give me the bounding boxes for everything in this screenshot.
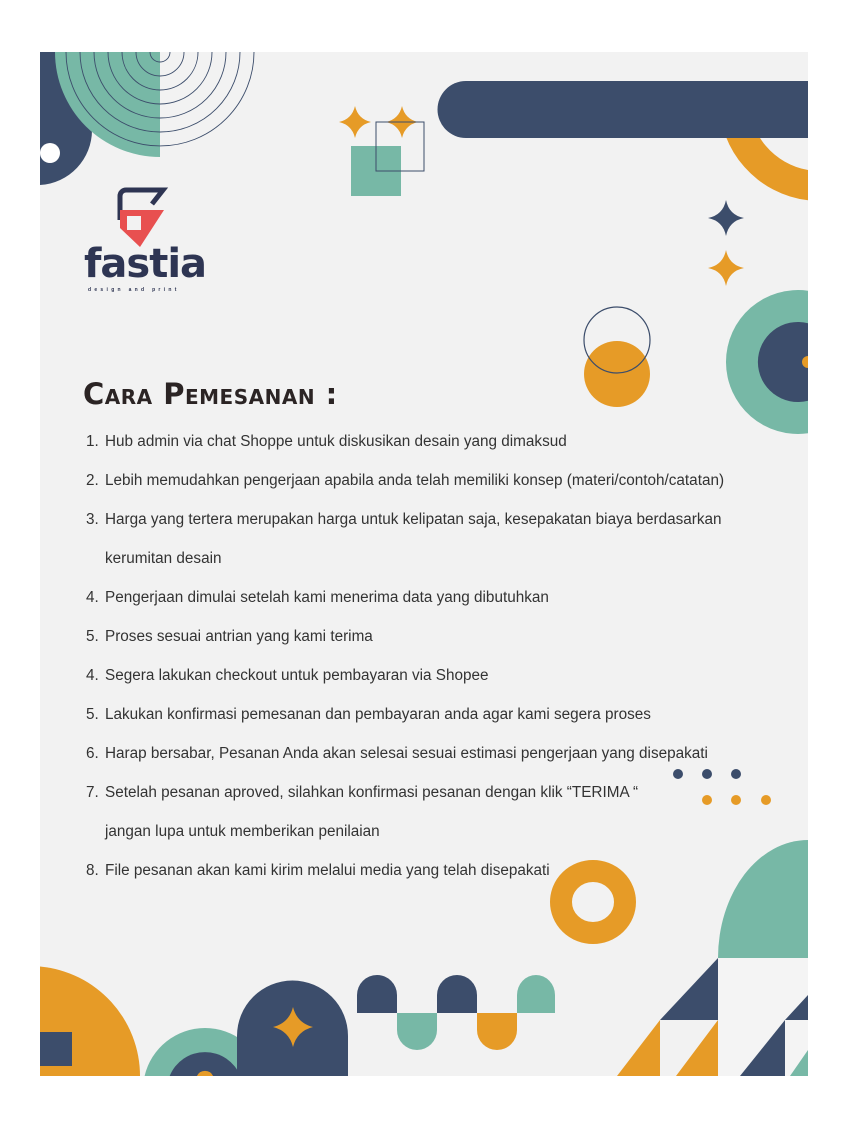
step-text: Harap bersabar, Pesanan Anda akan selesai sesuai estimasi pengerjaan yang disepakati xyxy=(105,745,708,762)
brand-logo-text: fastia xyxy=(84,241,207,287)
step-number: 5. xyxy=(86,706,99,723)
steps-list xyxy=(86,432,806,881)
orange-circle-shape xyxy=(584,341,650,407)
list-item xyxy=(86,666,806,686)
list-item xyxy=(86,471,806,491)
list-item xyxy=(86,822,806,842)
list-item xyxy=(86,588,806,608)
step-number: 3. xyxy=(86,511,99,528)
step-number: 1. xyxy=(86,433,99,450)
step-text: Hub admin via chat Shoppe untuk diskusikan desain yang dimaksud xyxy=(105,433,567,450)
list-item xyxy=(86,510,806,530)
step-number: 7. xyxy=(86,784,99,801)
star-icon xyxy=(708,200,744,236)
list-item xyxy=(86,783,806,803)
step-text: jangan lupa untuk memberikan penilaian xyxy=(105,823,380,840)
step-text: Setelah pesanan aproved, silahkan konfirmasi pesanan dengan klik “TERIMA “ xyxy=(105,784,639,801)
star-icon xyxy=(708,250,744,286)
page-title: Cara Pemesanan : xyxy=(83,377,338,411)
step-text: Segera lakukan checkout untuk pembayaran via Shopee xyxy=(105,667,489,684)
list-item xyxy=(86,861,806,881)
step-text: Harga yang tertera merupakan harga untuk kelipatan saja, kesepakatan biaya berdasarkan xyxy=(105,511,722,528)
step-number: 6. xyxy=(86,745,99,762)
brand-tagline: design and print xyxy=(88,287,180,293)
step-text: Pengerjaan dimulai setelah kami menerima data yang dibutuhkan xyxy=(105,589,549,606)
pill-shape xyxy=(357,975,397,1013)
triangle-shape xyxy=(660,958,718,1020)
star-icon xyxy=(339,106,371,138)
step-number: 5. xyxy=(86,628,99,645)
step-text: Lebih memudahkan pengerjaan apabila anda telah memiliki konsep (materi/contoh/catatan) xyxy=(105,472,725,489)
step-text: Proses sesuai antrian yang kami terima xyxy=(105,628,373,645)
list-item xyxy=(86,549,806,569)
poster xyxy=(40,52,808,1076)
white-dot-shape xyxy=(40,143,60,163)
step-text: File pesanan akan kami kirim melalui media yang telah disepakati xyxy=(105,862,550,879)
list-item xyxy=(86,705,806,725)
list-item xyxy=(86,432,806,452)
navy-pill-shape xyxy=(438,81,808,138)
step-text: kerumitan desain xyxy=(105,550,222,567)
step-number: 4. xyxy=(86,667,99,684)
fastia-logo-mark xyxy=(120,190,164,247)
step-number: 2. xyxy=(86,472,99,489)
step-text: Lakukan konfirmasi pemesanan dan pembayaran anda agar kami segera proses xyxy=(105,706,651,723)
step-number: 4. xyxy=(86,589,99,606)
list-item xyxy=(86,627,806,647)
list-item xyxy=(86,744,806,764)
step-number: 8. xyxy=(86,862,99,879)
